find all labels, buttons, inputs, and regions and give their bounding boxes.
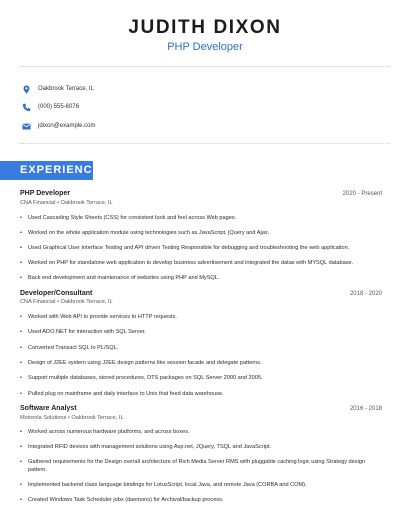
job-company: CNA Financial (20, 299, 56, 305)
header-divider (20, 66, 390, 67)
contact-phone-text: (000) 555-6076 (38, 104, 80, 110)
email-icon (22, 122, 31, 131)
candidate-name: JUDITH DIXON (128, 17, 282, 38)
experience-section-title: EXPERIENCE (0, 161, 93, 180)
map-pin-icon (22, 85, 31, 94)
phone-icon (22, 103, 31, 112)
job-title: PHP Developer (20, 190, 71, 197)
job-location: Oakbrook Terrace, IL (71, 415, 124, 421)
job-title: Developer/Consultant (20, 290, 93, 297)
contact-email (22, 119, 96, 133)
job-dates: 2016 - 2018 (349, 406, 382, 412)
job-company: Motorola Solutions (20, 415, 67, 421)
job-company-line: CNA Financial • Oakbrook Terrace, IL (20, 200, 113, 206)
contact-location-text: Oakbrook Terrace, IL (38, 86, 94, 92)
contact-location (22, 82, 94, 96)
job-company-line: CNA Financial • Oakbrook Terrace, IL (20, 299, 113, 305)
job-company-line: Motorola Solutions • Oakbrook Terrace, IL (20, 415, 124, 421)
job-location: Oakbrook Terrace, IL (60, 299, 113, 305)
job-location: Oakbrook Terrace, IL (60, 200, 113, 206)
job-dates: 2018 - 2020 (349, 291, 382, 297)
contact-phone (22, 100, 80, 114)
job-dates: 2020 - Present (342, 191, 382, 197)
job-title: Software Analyst (20, 405, 77, 412)
job-role: PHP Developer (167, 41, 243, 53)
contact-email-text: jdixon@example.com (38, 123, 96, 129)
job-company: CNA Financial (20, 200, 56, 206)
contact-divider (20, 143, 390, 144)
